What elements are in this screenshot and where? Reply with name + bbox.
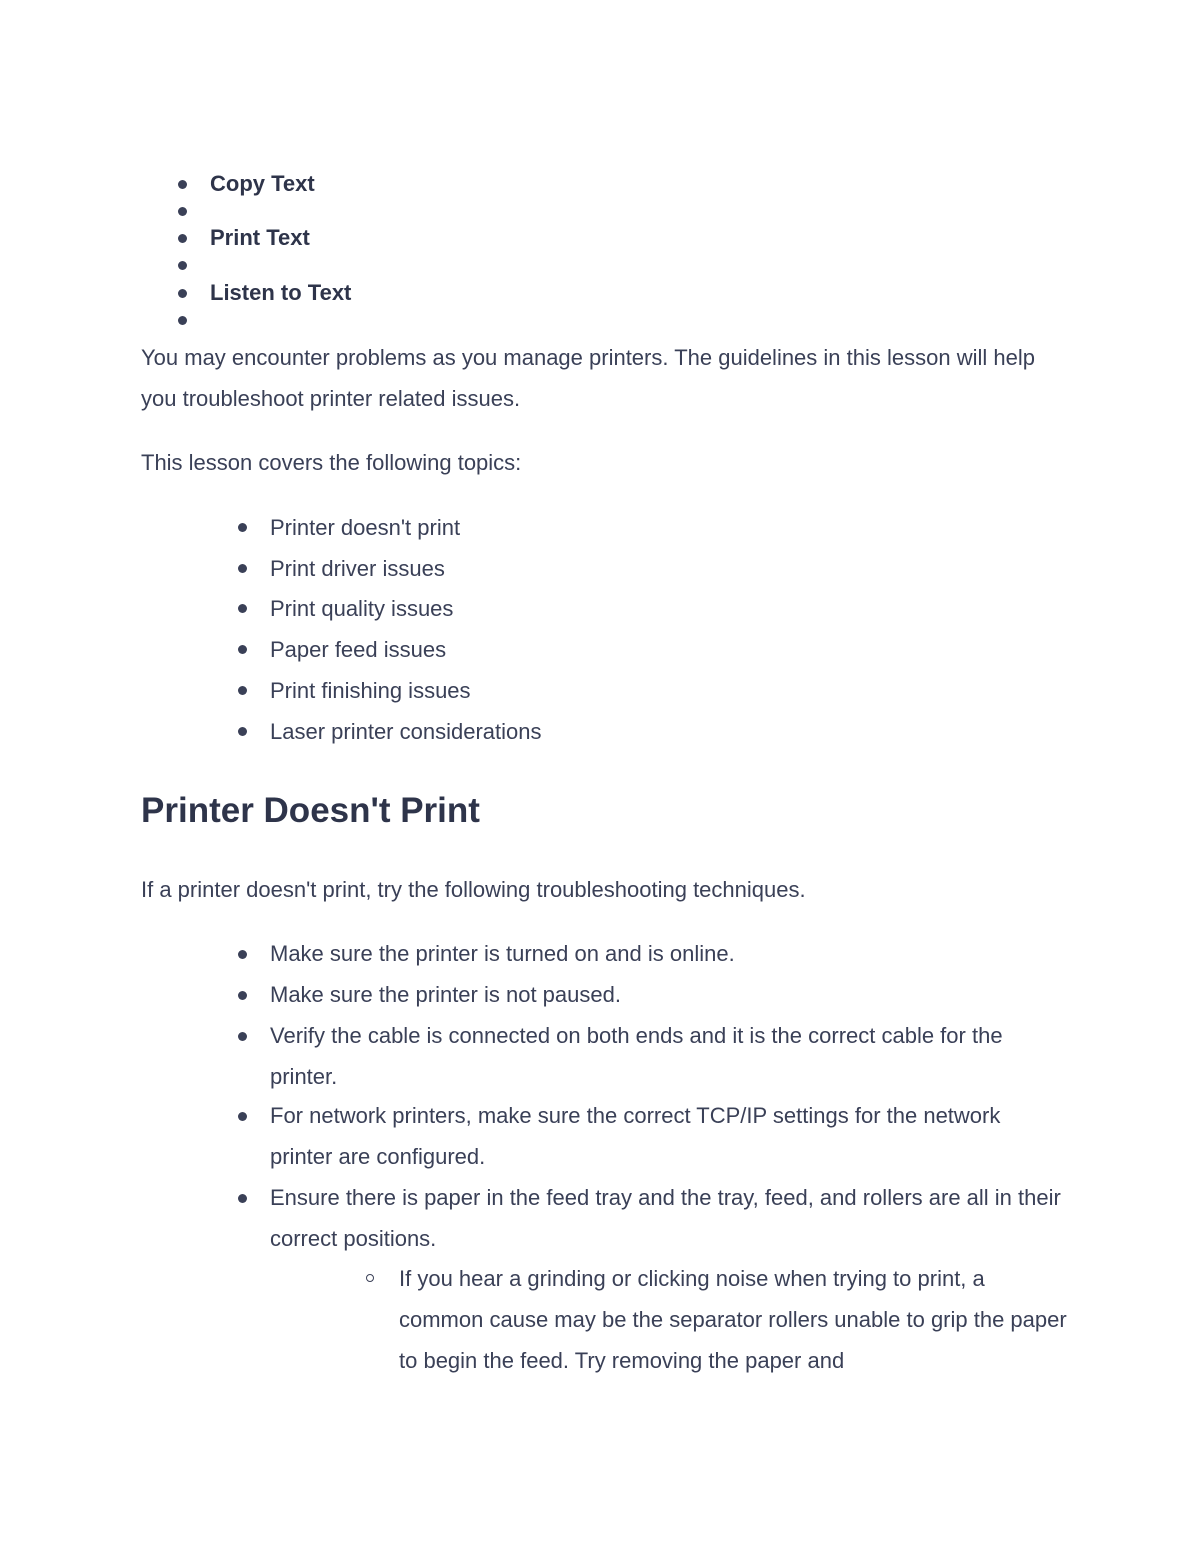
troubleshoot-subitem: If you hear a grinding or clicking noise when trying to print, a common cause may be the separator rollers unable to grip the paper to begin the feed. Try removing the paper and [399,1266,1067,1373]
troubleshoot-item: For network printers, make sure the correct TCP/IP settings for the network printer are configured. [270,1103,1001,1169]
bullet-icon [238,1194,247,1203]
bullet-icon [238,604,247,613]
bullet-icon [238,564,247,573]
bullet-icon [238,950,247,959]
bullet-icon [178,207,187,216]
bullet-icon [238,727,247,736]
bullet-icon [178,234,187,243]
bullet-icon [178,180,187,189]
bullet-icon [238,523,247,532]
bullet-icon [178,261,187,270]
intro-paragraph: You may encounter problems as you manage printers. The guidelines in this lesson will help you troubleshoot printer related issues. [141,345,1035,411]
copy-text-link[interactable]: Copy Text [210,171,315,196]
topic-item: Laser printer considerations [270,719,542,744]
bullet-icon [238,686,247,695]
troubleshoot-item: Ensure there is paper in the feed tray and the tray, feed, and rollers are all in their correct positions. [270,1185,1061,1251]
bullet-icon [178,316,187,325]
bullet-icon [238,1032,247,1041]
topic-item: Print quality issues [270,596,454,621]
troubleshoot-item: Make sure the printer is turned on and is online. [270,941,735,966]
circle-bullet-icon [366,1274,374,1282]
bullet-icon [238,991,247,1000]
topic-item: Paper feed issues [270,637,447,662]
bullet-icon [238,1112,247,1121]
bullet-icon [238,645,247,654]
print-text-link[interactable]: Print Text [210,225,310,250]
listen-to-text-link[interactable]: Listen to Text [210,280,352,305]
topics-lead: This lesson covers the following topics: [141,450,522,475]
topic-item: Printer doesn't print [270,515,461,540]
topic-item: Print finishing issues [270,678,471,703]
section-heading: Printer Doesn't Print [141,791,480,830]
troubleshoot-item: Verify the cable is connected on both ends and it is the correct cable for the printer. [270,1023,1003,1089]
troubleshoot-item: Make sure the printer is not paused. [270,982,621,1007]
section-lead: If a printer doesn't print, try the following troubleshooting techniques. [141,877,806,902]
topic-item: Print driver issues [270,556,445,581]
bullet-icon [178,289,187,298]
